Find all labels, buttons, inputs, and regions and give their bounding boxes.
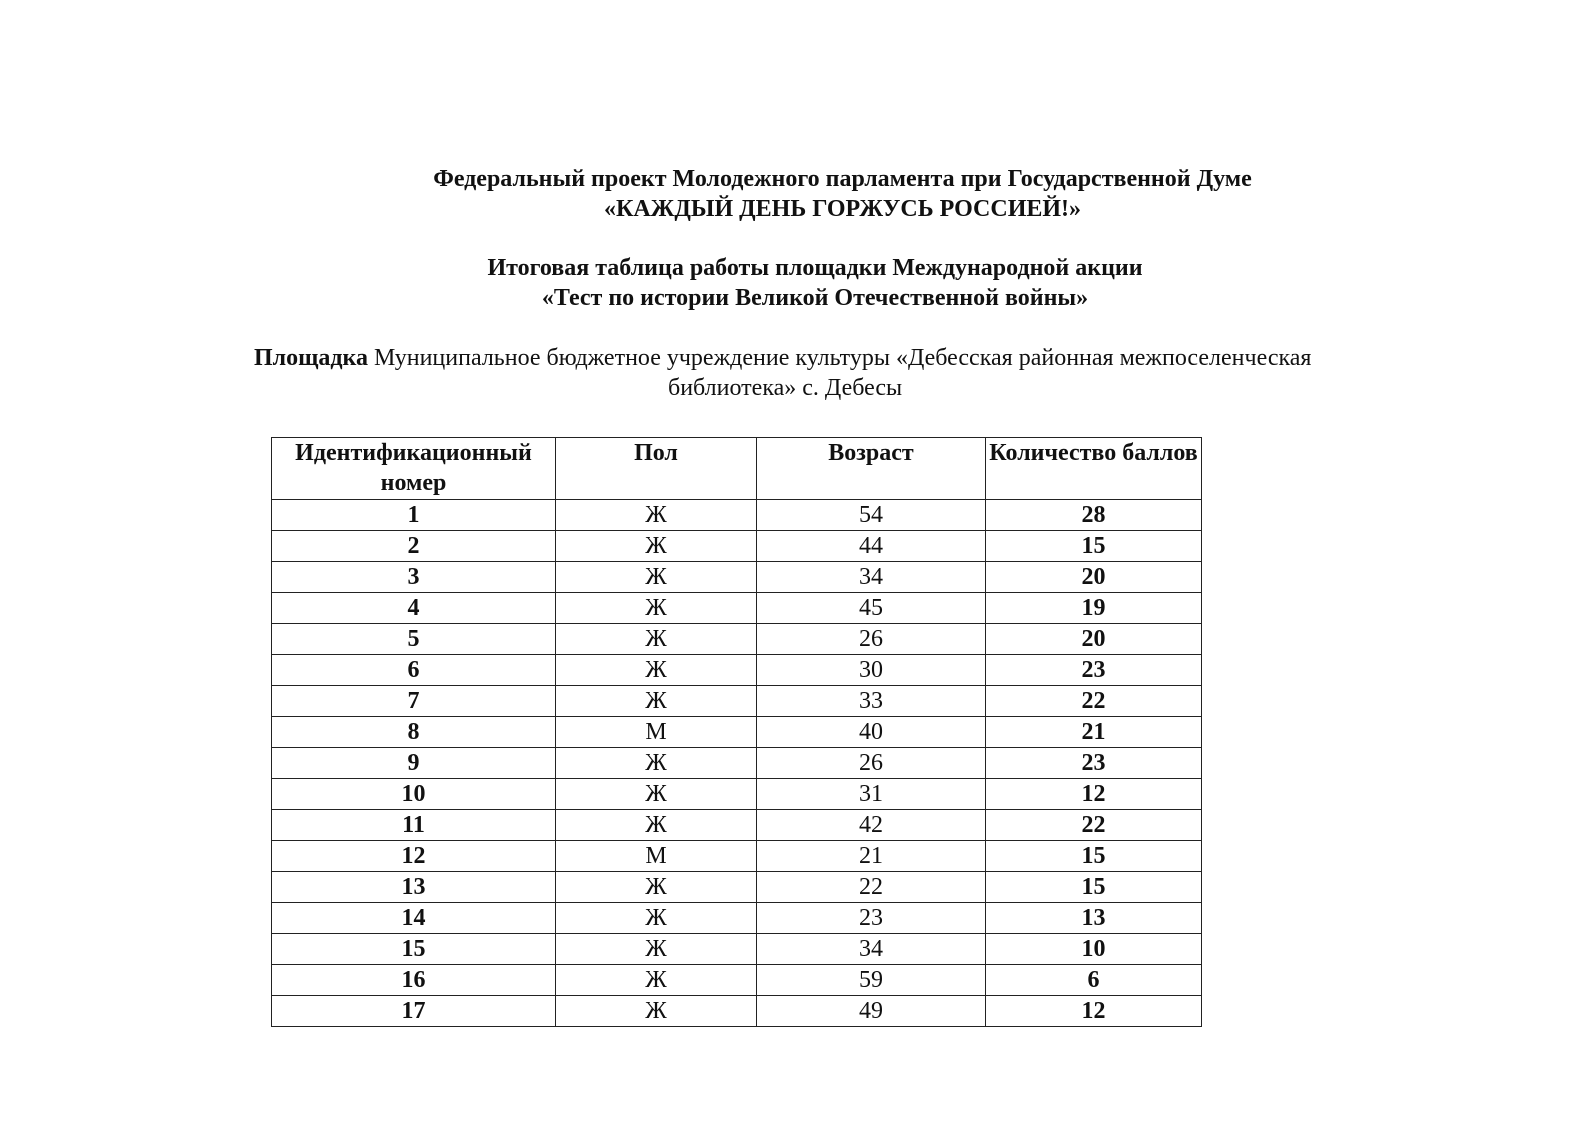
cell-id: 4 — [272, 593, 556, 624]
cell-age: 22 — [757, 872, 986, 903]
cell-sex: Ж — [556, 562, 757, 593]
cell-age: 26 — [757, 624, 986, 655]
table-title-line-1: Итоговая таблица работы площадки Международной акции — [487, 255, 1143, 281]
cell-id: 15 — [272, 934, 556, 965]
cell-sex: Ж — [556, 996, 757, 1027]
cell-id: 9 — [272, 748, 556, 779]
cell-score: 15 — [986, 531, 1202, 562]
column-header-score: Количество баллов — [986, 438, 1202, 500]
cell-sex: Ж — [556, 779, 757, 810]
column-header-sex: Пол — [556, 438, 757, 500]
cell-sex: Ж — [556, 624, 757, 655]
cell-score: 12 — [986, 779, 1202, 810]
cell-id: 14 — [272, 903, 556, 934]
cell-score: 12 — [986, 996, 1202, 1027]
cell-age: 45 — [757, 593, 986, 624]
cell-id: 13 — [272, 872, 556, 903]
cell-id: 5 — [272, 624, 556, 655]
results-table — [271, 437, 1202, 1027]
cell-score: 6 — [986, 965, 1202, 996]
table-row — [272, 748, 1202, 779]
cell-sex: Ж — [556, 500, 757, 531]
cell-score: 23 — [986, 655, 1202, 686]
project-title-line-1: Федеральный проект Молодежного парламента при Государственной Думе — [433, 166, 1252, 192]
cell-id: 7 — [272, 686, 556, 717]
table-body — [272, 500, 1202, 1027]
cell-age: 42 — [757, 810, 986, 841]
cell-id: 6 — [272, 655, 556, 686]
cell-score: 20 — [986, 562, 1202, 593]
table-title-line-2: «Тест по истории Великой Отечественной войны» — [541, 285, 1089, 311]
cell-age: 30 — [757, 655, 986, 686]
cell-score: 23 — [986, 748, 1202, 779]
table-row — [272, 562, 1202, 593]
cell-age: 34 — [757, 562, 986, 593]
cell-sex: Ж — [556, 593, 757, 624]
cell-age: 44 — [757, 531, 986, 562]
table-row — [272, 872, 1202, 903]
table-row — [272, 717, 1202, 748]
cell-id: 2 — [272, 531, 556, 562]
table-row — [272, 624, 1202, 655]
cell-age: 26 — [757, 748, 986, 779]
table-header-row — [272, 438, 1202, 500]
venue-line-1 — [254, 343, 1424, 373]
cell-score: 28 — [986, 500, 1202, 531]
cell-id: 12 — [272, 841, 556, 872]
table-row — [272, 593, 1202, 624]
table-row — [272, 779, 1202, 810]
cell-score: 20 — [986, 624, 1202, 655]
cell-sex: Ж — [556, 810, 757, 841]
table-row — [272, 996, 1202, 1027]
cell-sex: Ж — [556, 655, 757, 686]
cell-score: 19 — [986, 593, 1202, 624]
project-title-line-2: «КАЖДЫЙ ДЕНЬ ГОРЖУСЬ РОССИЕЙ!» — [603, 196, 1082, 222]
cell-age: 31 — [757, 779, 986, 810]
cell-id: 1 — [272, 500, 556, 531]
cell-age: 40 — [757, 717, 986, 748]
cell-sex: Ж — [556, 965, 757, 996]
venue-label: Площадка — [254, 345, 368, 371]
cell-sex: Ж — [556, 934, 757, 965]
cell-score: 10 — [986, 934, 1202, 965]
table-row — [272, 903, 1202, 934]
table-title — [0, 253, 1590, 313]
cell-age: 23 — [757, 903, 986, 934]
cell-age: 49 — [757, 996, 986, 1027]
cell-age: 34 — [757, 934, 986, 965]
cell-age: 21 — [757, 841, 986, 872]
cell-score: 15 — [986, 872, 1202, 903]
cell-score: 22 — [986, 686, 1202, 717]
table-row — [272, 500, 1202, 531]
cell-id: 16 — [272, 965, 556, 996]
table-row — [272, 934, 1202, 965]
cell-sex: М — [556, 841, 757, 872]
cell-sex: Ж — [556, 748, 757, 779]
cell-sex: Ж — [556, 531, 757, 562]
project-title — [0, 164, 1590, 224]
cell-score: 22 — [986, 810, 1202, 841]
cell-sex: Ж — [556, 686, 757, 717]
table-row — [272, 965, 1202, 996]
cell-score: 15 — [986, 841, 1202, 872]
cell-age: 54 — [757, 500, 986, 531]
cell-id: 11 — [272, 810, 556, 841]
table-row — [272, 655, 1202, 686]
cell-score: 21 — [986, 717, 1202, 748]
column-header-id: Идентификационный номер — [272, 438, 556, 500]
cell-age: 33 — [757, 686, 986, 717]
table-row — [272, 841, 1202, 872]
cell-sex: Ж — [556, 903, 757, 934]
venue-text-2: библиотека» с. Дебесы — [668, 375, 903, 401]
column-header-age: Возраст — [757, 438, 986, 500]
venue-description — [254, 343, 1424, 403]
cell-score: 13 — [986, 903, 1202, 934]
table-row — [272, 531, 1202, 562]
table-row — [272, 810, 1202, 841]
cell-id: 10 — [272, 779, 556, 810]
cell-id: 8 — [272, 717, 556, 748]
cell-age: 59 — [757, 965, 986, 996]
cell-sex: Ж — [556, 872, 757, 903]
cell-id: 3 — [272, 562, 556, 593]
cell-sex: М — [556, 717, 757, 748]
table-row — [272, 686, 1202, 717]
cell-id: 17 — [272, 996, 556, 1027]
venue-text-1: Муниципальное бюджетное учреждение культуры «Дебесская районная межпоселенческая — [374, 345, 1312, 371]
